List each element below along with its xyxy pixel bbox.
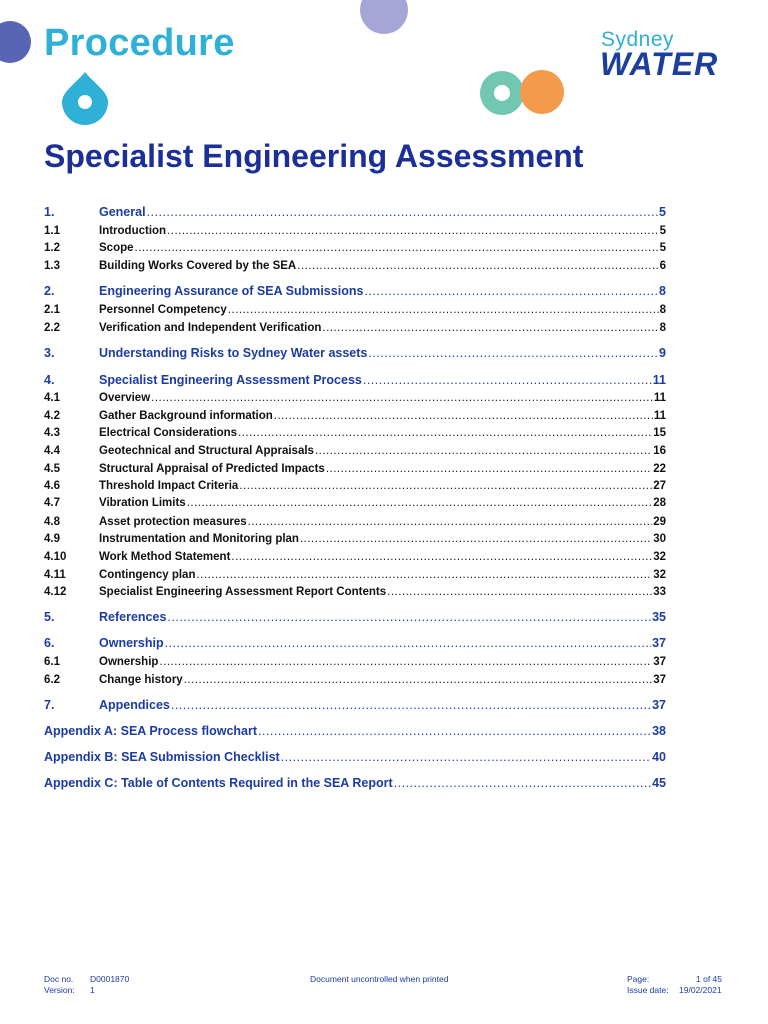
toc-dot-leader — [184, 674, 652, 686]
doc-no-value: D0001870 — [90, 974, 130, 984]
toc-entry-page: 27 — [653, 480, 666, 492]
toc-dot-leader — [315, 445, 652, 457]
toc-entry[interactable] — [44, 527, 666, 545]
toc-entry-title: Asset protection measures — [99, 516, 247, 528]
toc-entry-page: 5 — [659, 242, 666, 254]
toc-entry-page: 33 — [653, 586, 666, 598]
toc-entry-title: Ownership — [99, 656, 159, 668]
toc-entry-title: General — [99, 205, 146, 219]
document-type-heading: Procedure — [44, 22, 235, 64]
toc-entry-title: Structural Appraisal of Predicted Impacts — [99, 463, 325, 475]
toc-entry-page: 35 — [652, 610, 666, 624]
toc-entry-title: Work Method Statement — [99, 551, 231, 563]
toc-entry-number: 4.1 — [44, 392, 60, 404]
toc-entry-title: Specialist Engineering Assessment Report Contents — [99, 586, 387, 598]
toc-entry-title: Introduction — [99, 225, 167, 237]
toc-entry-title: Geotechnical and Structural Appraisals — [99, 445, 314, 457]
toc-entry-title: Appendix B: SEA Submission Checklist — [44, 750, 280, 764]
toc-dot-leader — [238, 427, 652, 439]
issue-date-value: 19/02/2021 — [679, 985, 722, 995]
toc-entry[interactable] — [44, 720, 666, 738]
toc-entry-number: 4.3 — [44, 427, 60, 439]
toc-entry-number: 3. — [44, 346, 55, 360]
toc-entry-page: 30 — [653, 533, 666, 545]
toc-dot-leader — [364, 284, 658, 298]
toc-entry-title: Verification and Independent Verification — [99, 322, 322, 334]
toc-entry-title: Gather Background information — [99, 410, 273, 422]
toc-dot-leader — [151, 392, 653, 404]
toc-entry-page: 8 — [659, 304, 666, 316]
toc-entry-page: 8 — [659, 322, 666, 334]
toc-dot-leader — [165, 636, 652, 650]
toc-entry-title: Personnel Competency — [99, 304, 227, 316]
toc-entry[interactable] — [44, 746, 666, 764]
toc-entry-page: 37 — [652, 698, 666, 712]
toc-entry[interactable] — [44, 369, 666, 387]
toc-dot-leader — [322, 322, 658, 334]
toc-entry-title: Threshold Impact Criteria — [99, 480, 239, 492]
toc-entry[interactable] — [44, 236, 666, 254]
toc-entry-page: 37 — [653, 656, 666, 668]
toc-entry-title: Appendix A: SEA Process flowchart — [44, 724, 258, 738]
toc-entry-title: Electrical Considerations — [99, 427, 238, 439]
toc-entry-title: Ownership — [99, 636, 164, 650]
page-title: Specialist Engineering Assessment — [44, 138, 584, 174]
toc-dot-leader — [135, 242, 659, 254]
toc-entry[interactable] — [44, 298, 666, 316]
toc-entry-title: Appendix C: Table of Contents Required in the SEA Report — [44, 776, 393, 790]
toc-entry-title: Contingency plan — [99, 569, 196, 581]
toc-entry[interactable] — [44, 421, 666, 439]
toc-entry[interactable] — [44, 219, 666, 237]
toc-entry-number: 4.11 — [44, 569, 66, 581]
toc-entry-number: 6. — [44, 636, 55, 650]
toc-entry-number: 4.6 — [44, 480, 60, 492]
toc-entry-number: 5. — [44, 610, 55, 624]
version-value: 1 — [90, 985, 95, 995]
toc-entry[interactable] — [44, 563, 666, 581]
toc-entry-number: 4.8 — [44, 516, 60, 528]
version-label: Version: — [44, 985, 75, 995]
toc-entry[interactable] — [44, 386, 666, 404]
toc-entry[interactable] — [44, 404, 666, 422]
toc-entry[interactable] — [44, 545, 666, 563]
toc-entry-title: References — [99, 610, 167, 624]
toc-dot-leader — [187, 497, 653, 509]
toc-entry-title: Building Works Covered by the SEA — [99, 260, 297, 272]
toc-entry-number: 6.2 — [44, 674, 60, 686]
toc-entry-title: Instrumentation and Monitoring plan — [99, 533, 299, 545]
toc-entry[interactable] — [44, 201, 666, 219]
toc-dot-leader — [368, 346, 658, 360]
toc-dot-leader — [147, 205, 658, 219]
toc-entry[interactable] — [44, 254, 666, 272]
toc-entry[interactable] — [44, 491, 666, 509]
toc-entry-page: 9 — [659, 346, 666, 360]
toc-entry-title: Understanding Risks to Sydney Water assets — [99, 346, 368, 360]
toc-dot-leader — [387, 586, 652, 598]
toc-entry-number: 6.1 — [44, 656, 60, 668]
toc-entry[interactable] — [44, 694, 666, 712]
toc-dot-leader — [159, 656, 652, 668]
toc-entry-title: Vibration Limits — [99, 497, 186, 509]
logo-text-sydney: Sydney — [601, 28, 675, 51]
toc-entry[interactable] — [44, 650, 666, 668]
toc-entry-page: 11 — [652, 373, 666, 387]
uncontrolled-note: Document uncontrolled when printed — [310, 974, 449, 984]
toc-entry-page: 11 — [653, 392, 666, 404]
toc-dot-leader — [300, 533, 652, 545]
toc-dot-leader — [171, 698, 651, 712]
toc-entry[interactable] — [44, 316, 666, 334]
page-label: Page: — [627, 974, 650, 984]
toc-entry-number: 7. — [44, 698, 55, 712]
toc-entry-number: 4.2 — [44, 410, 60, 422]
toc-dot-leader — [167, 610, 651, 624]
toc-entry[interactable] — [44, 457, 666, 475]
toc-entry-page: 5 — [659, 205, 666, 219]
toc-entry-page: 29 — [653, 516, 666, 528]
toc-entry-number: 4.12 — [44, 586, 67, 598]
toc-dot-leader — [297, 260, 658, 272]
toc-entry-number: 4.4 — [44, 445, 60, 457]
toc-entry-number: 1. — [44, 205, 55, 219]
toc-entry-number: 2.1 — [44, 304, 60, 316]
toc-entry[interactable] — [44, 510, 666, 528]
toc-entry-page: 22 — [653, 463, 666, 475]
toc-entry-page: 37 — [653, 674, 666, 686]
toc-entry-page: 32 — [653, 551, 666, 563]
toc-entry-page: 15 — [653, 427, 666, 439]
toc-entry-number: 1.3 — [44, 260, 60, 272]
toc-entry-number: 4.5 — [44, 463, 60, 475]
toc-entry[interactable] — [44, 632, 666, 650]
toc-entry-number: 4. — [44, 373, 55, 387]
toc-entry[interactable] — [44, 439, 666, 457]
toc-entry-title: Change history — [99, 674, 183, 686]
toc-dot-leader — [231, 551, 652, 563]
toc-entry[interactable] — [44, 474, 666, 492]
doc-no-label: Doc no. — [44, 974, 74, 984]
toc-entry-page: 32 — [653, 569, 666, 581]
toc-entry-title: Appendices — [99, 698, 170, 712]
toc-entry-page: 37 — [652, 636, 666, 650]
logo-text-water: WATER — [600, 46, 719, 82]
toc-entry-title: Specialist Engineering Assessment Process — [99, 373, 362, 387]
toc-entry-page: 8 — [659, 284, 666, 298]
toc-entry[interactable] — [44, 342, 666, 360]
page-number: 1 of 45 — [696, 974, 722, 984]
toc-entry-page: 5 — [659, 225, 666, 237]
toc-entry-page: 40 — [652, 750, 666, 764]
toc-entry-title: Overview — [99, 392, 151, 404]
toc-entry-title: Scope — [99, 242, 134, 254]
issue-date-label: Issue date: — [627, 985, 669, 995]
toc-dot-leader — [258, 724, 651, 738]
toc-entry[interactable] — [44, 580, 666, 598]
toc-dot-leader — [228, 304, 659, 316]
toc-entry-number: 2. — [44, 284, 55, 298]
toc-entry[interactable] — [44, 280, 666, 298]
toc-entry[interactable] — [44, 606, 666, 624]
toc-dot-leader — [281, 750, 651, 764]
toc-entry-number: 4.7 — [44, 497, 60, 509]
toc-entry-page: 45 — [652, 776, 666, 790]
toc-entry-number: 1.1 — [44, 225, 60, 237]
toc-entry[interactable] — [44, 772, 666, 790]
toc-entry-page: 11 — [653, 410, 666, 422]
toc-entry-title: Engineering Assurance of SEA Submissions — [99, 284, 364, 298]
toc-entry-number: 4.9 — [44, 533, 60, 545]
toc-entry-number: 2.2 — [44, 322, 60, 334]
toc-entry-number: 1.2 — [44, 242, 60, 254]
toc-entry-page: 38 — [652, 724, 666, 738]
toc-entry-page: 28 — [653, 497, 666, 509]
toc-entry[interactable] — [44, 668, 666, 686]
toc-entry-page: 16 — [653, 445, 666, 457]
toc-entry-number: 4.10 — [44, 551, 67, 563]
toc-dot-leader — [363, 373, 652, 387]
toc-dot-leader — [394, 776, 651, 790]
toc-entry-page: 6 — [659, 260, 666, 272]
